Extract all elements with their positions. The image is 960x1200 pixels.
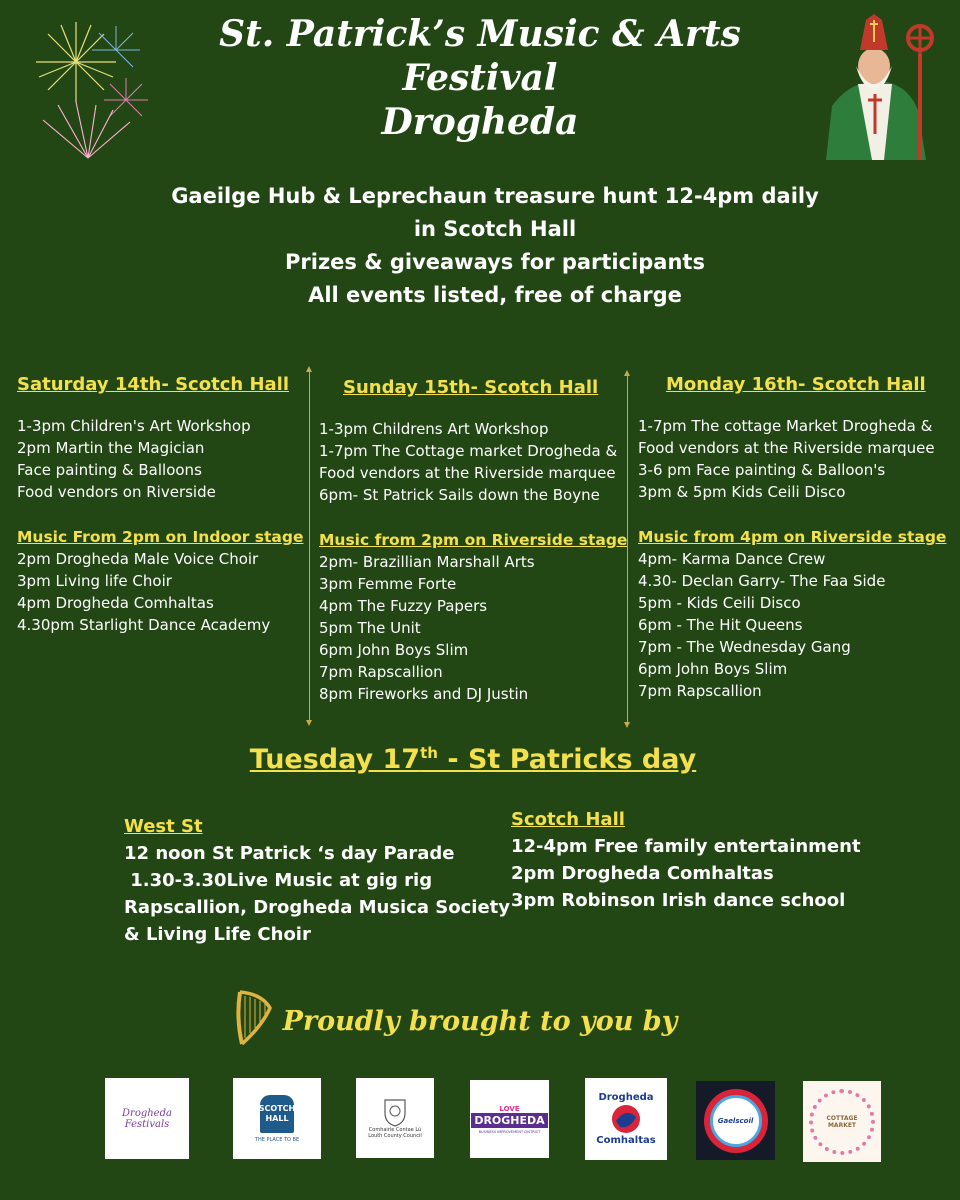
list-item: 12 noon St Patrick ‘s day Parade: [124, 843, 455, 864]
logo-text: SCOTCH: [258, 1103, 296, 1113]
list-item: 7pm - The Wednesday Gang: [638, 638, 851, 656]
title-line-3: Drogheda: [381, 101, 579, 143]
list-item: 4pm Drogheda Comhaltas: [17, 594, 214, 612]
logo-text: Comhairle Contae Lú Louth County Council: [368, 1127, 422, 1139]
list-item: 3pm & 5pm Kids Ceili Disco: [638, 483, 846, 501]
sunday-heading: Sunday 15th- Scotch Hall: [343, 377, 599, 398]
louth-county-council-logo: [356, 1078, 434, 1158]
list-item: 4pm- Karma Dance Crew: [638, 550, 826, 568]
monday-heading: Monday 16th- Scotch Hall: [666, 374, 926, 395]
list-item: 6pm- St Patrick Sails down the Boyne: [319, 486, 600, 504]
list-item: 5pm The Unit: [319, 619, 421, 637]
sunday-column: [319, 377, 628, 705]
list-item: 6pm - The Hit Queens: [638, 616, 803, 634]
drogheda-festivals-logo: [105, 1078, 189, 1159]
tuesday-heading-suffix: th: [420, 744, 438, 762]
drogheda-comhaltas-logo: [585, 1078, 667, 1160]
monday-music-heading: Music from 4pm on Riverside stage: [638, 528, 947, 546]
title-line-1: St. Patrick’s Music & Arts: [219, 13, 741, 55]
proudly-brought-heading: Proudly brought to you by: [282, 1006, 678, 1037]
list-item: 5pm - Kids Ceili Disco: [638, 594, 801, 612]
saturday-column: [17, 374, 307, 636]
comhaltas-emblem-icon: [608, 1103, 644, 1135]
list-item: 2pm Drogheda Male Voice Choir: [17, 550, 259, 568]
sunday-music-heading: Music from 2pm on Riverside stage: [319, 531, 628, 549]
list-item: 7pm Rapscallion: [638, 682, 762, 700]
list-item: 7pm Rapscallion: [319, 663, 443, 681]
logo-text: LOVE: [499, 1104, 520, 1113]
list-item: 3pm Living life Choir: [17, 572, 172, 590]
list-item: Food vendors at the Riverside marquee: [319, 464, 616, 482]
column-divider: [309, 370, 310, 722]
list-item: 1-3pm Childrens Art Workshop: [319, 420, 549, 438]
logo-text: Gaelscoil: [717, 1116, 754, 1125]
west-st-column: [124, 813, 511, 948]
list-item: 4pm The Fuzzy Papers: [319, 597, 488, 615]
gaelscoil-logo: [696, 1081, 775, 1160]
love-drogheda-logo: [470, 1080, 549, 1158]
intro-line: All events listed, free of charge: [308, 283, 682, 307]
list-item: 8pm Fireworks and DJ Justin: [319, 685, 529, 703]
list-item: 4.30- Declan Garry- The Faa Side: [638, 572, 886, 590]
list-item: 2pm Martin the Magician: [17, 439, 205, 457]
list-item: Face painting & Balloons: [17, 461, 202, 479]
intro-line: Gaeilge Hub & Leprechaun treasure hunt 12-4pm daily: [171, 184, 819, 208]
intro-line: Prizes & giveaways for participants: [285, 250, 705, 274]
title-line-2: Festival: [402, 57, 558, 99]
logo-tagline: BUSINESS IMPROVEMENT DISTRICT: [478, 1129, 541, 1134]
tuesday-heading: [0, 744, 946, 775]
logo-tagline: THE PLACE TO BE: [254, 1136, 300, 1143]
scotch-hall-heading: Scotch Hall: [511, 809, 625, 830]
scotch-hall-logo: [233, 1078, 321, 1159]
cottage-market-logo: [803, 1081, 881, 1162]
tuesday-heading-title: - St Patricks day: [437, 744, 697, 775]
intro-text: [0, 180, 960, 312]
tuesday-heading-day: Tuesday 17: [249, 744, 421, 775]
logo-text: HALL: [265, 1113, 289, 1123]
list-item: 2pm Drogheda Comhaltas: [511, 863, 774, 884]
list-item: Rapscallion, Drogheda Musica Society: [124, 897, 511, 918]
list-item: 6pm John Boys Slim: [638, 660, 788, 678]
list-item: 1-7pm The Cottage market Drogheda &: [319, 442, 618, 460]
saturday-heading: Saturday 14th- Scotch Hall: [17, 374, 289, 395]
list-item: & Living Life Choir: [124, 924, 311, 945]
list-item: Food vendors at the Riverside marquee: [638, 439, 935, 457]
crest-icon: [382, 1097, 408, 1127]
list-item: 1.30-3.30Live Music at gig rig: [124, 870, 433, 891]
list-item: 1-7pm The cottage Market Drogheda &: [638, 417, 933, 435]
logo-text: Drogheda: [598, 1092, 654, 1103]
list-item: 4.30pm Starlight Dance Academy: [17, 616, 271, 634]
list-item: 3pm Robinson Irish dance school: [511, 890, 846, 911]
list-item: Food vendors on Riverside: [17, 483, 216, 501]
column-divider: [627, 374, 628, 724]
logo-text: Drogheda Festivals: [122, 1107, 172, 1130]
intro-line: in Scotch Hall: [413, 217, 577, 241]
list-item: 1-3pm Children's Art Workshop: [17, 417, 251, 435]
list-item: 6pm John Boys Slim: [319, 641, 469, 659]
festival-title: [0, 12, 960, 144]
monday-column: [638, 374, 956, 702]
list-item: 2pm- Brazillian Marshall Arts: [319, 553, 535, 571]
west-st-heading: West St: [124, 816, 203, 837]
list-item: 3-6 pm Face painting & Balloon's: [638, 461, 886, 479]
saturday-music-heading: Music From 2pm on Indoor stage: [17, 528, 304, 546]
logo-text: COTTAGE MARKET: [826, 1114, 858, 1129]
list-item: 12-4pm Free family entertainment: [511, 836, 861, 857]
list-item: 3pm Femme Forte: [319, 575, 457, 593]
scotch-hall-column: [511, 806, 911, 914]
logo-text: Comhaltas: [596, 1135, 656, 1146]
logo-text: DROGHEDA: [471, 1113, 547, 1128]
